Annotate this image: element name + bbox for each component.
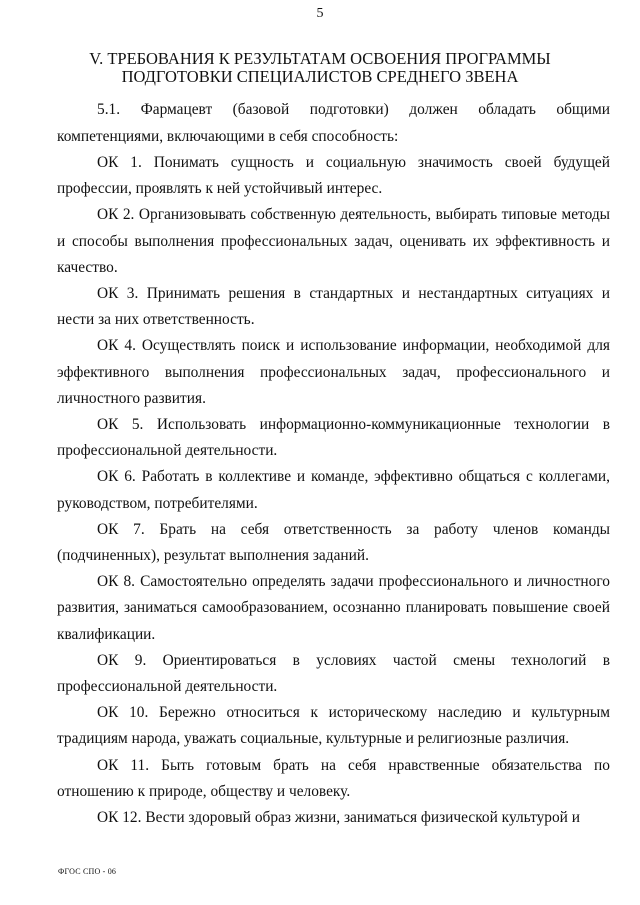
competency-ok12: ОК 12. Вести здоровый образ жизни, заниматься физической культурой и — [97, 809, 580, 827]
competency-ok3: ОК 3. Принимать решения в стандартных и нестандартных ситуациях и нести за них ответственность. — [57, 285, 610, 329]
competency-ok10: ОК 10. Бережно относиться к историческому наследию и культурным традициям народа, уважать социальные, культурные и религиозные различия. — [57, 704, 610, 748]
competency-ok1: ОК 1. Понимать сущность и социальную значимость своей будущей профессии, проявлять к ней устойчивый интерес. — [57, 154, 610, 198]
competency-ok4: ОК 4. Осуществлять поиск и использование информации, необходимой для эффективного выполнения профессиональных задач, профессионального и личностного развития. — [57, 337, 610, 407]
competency-ok6: ОК 6. Работать в коллективе и команде, эффективно общаться с коллегами, руководством, потребителями. — [57, 468, 610, 512]
intro-paragraph: 5.1. Фармацевт (базовой подготовки) должен обладать общими компетенциями, включающими в себя способность: — [57, 101, 610, 145]
competency-ok7: ОК 7. Брать на себя ответственность за работу членов команды (подчиненных), результат выполнения заданий. — [57, 520, 610, 565]
body-text — [57, 96, 610, 831]
competency-ok2: ОК 2. Организовывать собственную деятельность, выбирать типовые методы и способы выполнения профессиональных задач, оценивать их эффективность и качество. — [57, 206, 610, 276]
competency-ok8: ОК 8. Самостоятельно определять задачи профессионального и личностного развития, заниматься самообразованием, осознанно планировать повышение своей квалификации. — [57, 573, 610, 643]
competency-ok5: ОК 5. Использовать информационно-коммуникационные технологии в профессиональной деятельности. — [57, 416, 610, 460]
page-number: 5 — [316, 6, 324, 21]
competency-ok9: ОК 9. Ориентироваться в условиях частой смены технологий в профессиональной деятельности. — [57, 651, 610, 696]
footer-standard-code: ФГОС СПО - 06 — [58, 867, 117, 876]
competency-ok11: ОК 11. Быть готовым брать на себя нравственные обязательства по отношению к природе, обществу и человеку. — [57, 756, 610, 800]
section-heading — [40, 50, 600, 86]
section-heading-line-1: V. ТРЕБОВАНИЯ К РЕЗУЛЬТАТАМ ОСВОЕНИЯ ПРОГРАММЫ — [89, 49, 551, 68]
section-heading-line-2: ПОДГОТОВКИ СПЕЦИАЛИСТОВ СРЕДНЕГО ЗВЕНА — [121, 67, 519, 86]
